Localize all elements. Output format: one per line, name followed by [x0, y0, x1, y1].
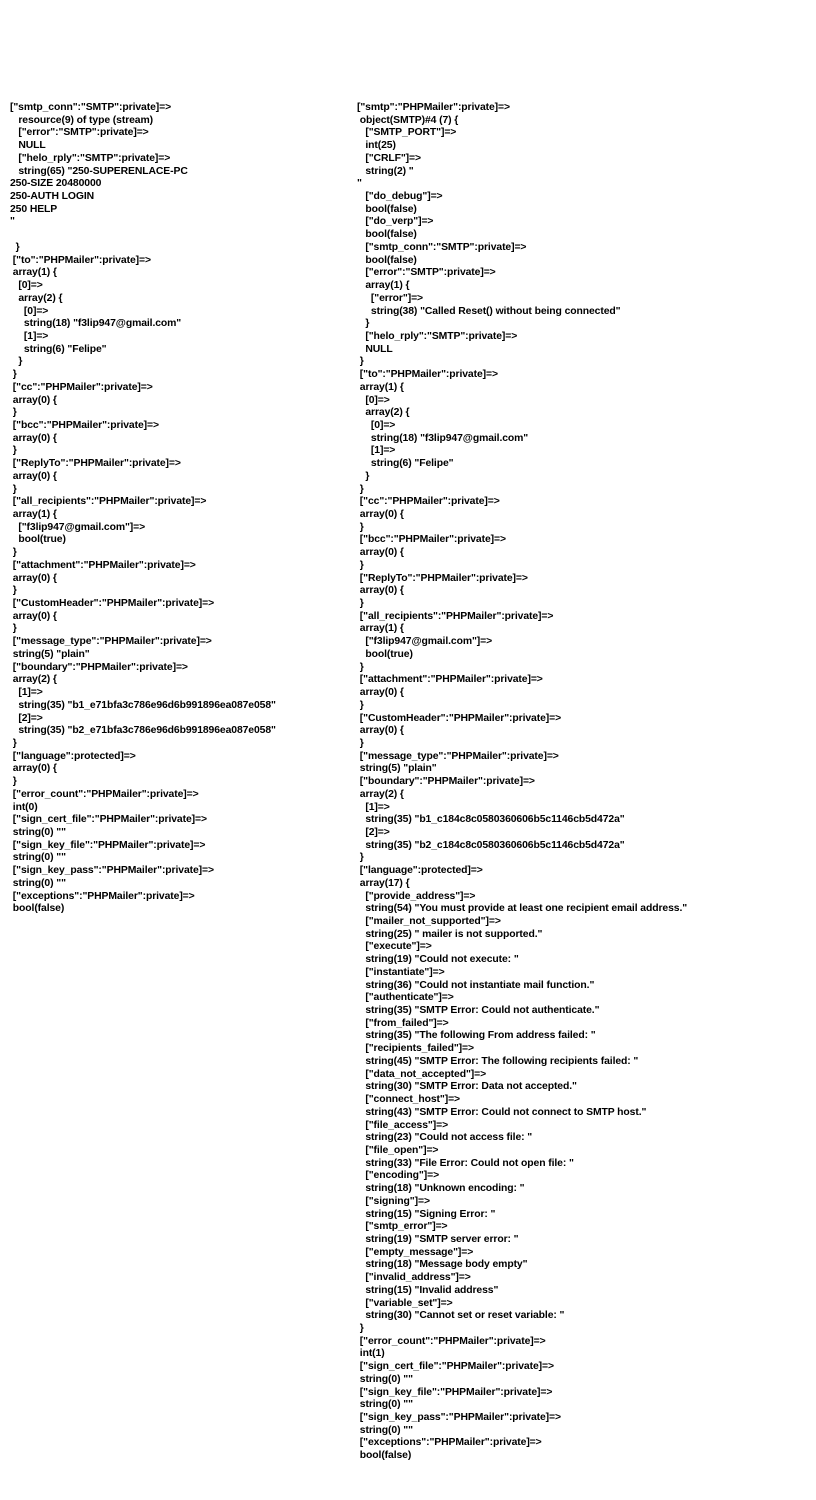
dump-line: }	[357, 356, 364, 368]
dump-line: string(0) ""	[10, 826, 66, 838]
dump-line: array(0) {	[357, 687, 404, 699]
dump-line: }	[10, 585, 17, 597]
dump-line: ["error":"SMTP":private]=>	[10, 127, 149, 139]
dump-line: array(0) {	[10, 610, 57, 622]
dump-line: string(2) "	[357, 165, 414, 177]
dump-line: "	[357, 178, 362, 190]
dump-line: ["cc":"PHPMailer":private]=>	[357, 496, 500, 508]
dump-line: bool(false)	[357, 1450, 412, 1462]
dump-line: string(19) "Could not execute: "	[357, 954, 519, 966]
dump-line: string(30) "SMTP Error: Data not accepted."	[357, 1081, 577, 1093]
dump-line: }	[357, 699, 364, 711]
dump-line: string(43) "SMTP Error: Could not connect to SMTP host."	[357, 1106, 647, 1118]
dump-line: ["sign_key_file":"PHPMailer":private]=>	[10, 839, 206, 851]
dump-line: string(35) "SMTP Error: Could not authenticate."	[357, 1005, 600, 1017]
dump-line: 250-SIZE 20480000	[10, 178, 102, 190]
dump-line: bool(true)	[10, 534, 66, 546]
dump-line: ["smtp":"PHPMailer":private]=>	[357, 102, 510, 113]
dump-line: }	[10, 737, 17, 749]
dump-line: ["message_type":"PHPMailer":private]=>	[357, 750, 559, 762]
dump-line: ["sign_key_pass":"PHPMailer":private]=>	[10, 865, 214, 877]
dump-line: ["exceptions":"PHPMailer":private]=>	[357, 1437, 542, 1449]
dump-line: ["bcc":"PHPMailer":private]=>	[10, 419, 159, 431]
dump-line: }	[10, 445, 17, 457]
dump-line: ["boundary":"PHPMailer":private]=>	[10, 661, 188, 673]
dump-line: string(15) "Signing Error: "	[357, 1208, 496, 1220]
dump-line: array(2) {	[10, 674, 57, 686]
dump-line: bool(false)	[357, 203, 417, 215]
dump-line: [1]=>	[357, 801, 390, 813]
dump-line: ["cc":"PHPMailer":private]=>	[10, 381, 153, 393]
dump-line: ["error"]=>	[357, 292, 424, 304]
dump-line: array(0) {	[357, 509, 404, 520]
dump-line: ["invalid_address"]=>	[357, 1272, 471, 1284]
dump-line: ["SMTP_PORT"]=>	[357, 127, 457, 139]
dump-line: ["error_count":"PHPMailer":private]=>	[10, 788, 199, 800]
dump-line: 250-AUTH LOGIN	[10, 191, 95, 203]
dump-line: ["f3lip947@gmail.com"]=>	[10, 521, 146, 533]
dump-line: string(33) "File Error: Could not open file: "	[357, 1157, 574, 1169]
dump-line: ["exceptions":"PHPMailer":private]=>	[10, 890, 195, 902]
dump-line: string(0) ""	[10, 877, 66, 889]
dump-line: array(0) {	[10, 572, 57, 584]
dump-line: string(18) "f3lip947@gmail.com"	[10, 318, 182, 330]
dump-line: string(6) "Felipe"	[357, 458, 454, 470]
dump-line: string(35) "b1_e71bfa3c786e96d6b991896ea087e058"	[10, 699, 276, 711]
dump-line: }	[357, 318, 370, 330]
dump-line: [0]=>	[10, 305, 49, 317]
dump-line: }	[357, 598, 364, 610]
dump-line: }	[357, 521, 364, 533]
dump-line: ["to":"PHPMailer":private]=>	[357, 369, 498, 381]
dump-line: array(0) {	[10, 432, 57, 444]
dump-line: string(38) "Called Reset() without being connected"	[357, 305, 621, 317]
dump-line: ["CustomHeader":"PHPMailer":private]=>	[10, 598, 215, 610]
dump-line: array(0) {	[10, 394, 57, 406]
dump-line: ["do_debug"]=>	[357, 191, 443, 203]
dump-line: ["smtp_conn":"SMTP":private]=>	[10, 102, 172, 113]
dump-line: ["variable_set"]=>	[357, 1297, 453, 1309]
dump-line: array(0) {	[10, 470, 57, 482]
var-dump-left-column	[10, 102, 345, 916]
dump-line: ["sign_cert_file":"PHPMailer":private]=>	[10, 814, 207, 826]
dump-line: }	[10, 776, 17, 788]
dump-line: }	[10, 407, 17, 419]
dump-line: [2]=>	[357, 826, 390, 838]
dump-line: string(6) "Felipe"	[10, 343, 107, 355]
dump-line: array(0) {	[357, 547, 404, 559]
dump-line: }	[10, 356, 23, 368]
dump-line: [0]=>	[357, 419, 396, 431]
dump-line: ["authenticate"]=>	[357, 992, 454, 1004]
dump-line: ["CustomHeader":"PHPMailer":private]=>	[357, 712, 562, 724]
dump-line: int(0)	[10, 801, 38, 813]
dump-line: array(2) {	[10, 292, 63, 304]
dump-line: string(35) "b2_c184c8c0580360606b5c1146cb5d472a"	[357, 839, 625, 851]
dump-line: string(0) ""	[10, 852, 66, 864]
dump-line: ["all_recipients":"PHPMailer":private]=>	[357, 610, 554, 622]
dump-line: array(1) {	[10, 509, 57, 520]
dump-line: ["attachment":"PHPMailer":private]=>	[10, 559, 196, 571]
dump-line: [0]=>	[10, 280, 43, 292]
dump-line: ["helo_rply":"SMTP":private]=>	[357, 330, 518, 342]
dump-line: int(25)	[357, 140, 396, 152]
dump-line: string(30) "Cannot set or reset variable: "	[357, 1310, 565, 1322]
dump-line: ["from_failed"]=>	[357, 1017, 449, 1029]
dump-line: string(0) ""	[357, 1373, 413, 1385]
dump-line: array(2) {	[357, 407, 410, 419]
dump-line: ["sign_cert_file":"PHPMailer":private]=>	[357, 1361, 554, 1373]
dump-line: ["smtp_conn":"SMTP":private]=>	[357, 241, 527, 253]
dump-line: }	[357, 737, 364, 749]
dump-line: ["sign_key_file":"PHPMailer":private]=>	[357, 1386, 553, 1398]
dump-line: array(1) {	[357, 623, 404, 635]
dump-line: ["error":"SMTP":private]=>	[357, 267, 496, 279]
dump-line: array(17) {	[357, 877, 410, 889]
dump-line: "	[10, 216, 15, 228]
dump-line: ["connect_host"]=>	[357, 1094, 461, 1106]
dump-line: string(54) "You must provide at least one recipient email address."	[357, 903, 688, 915]
dump-line: ["mailer_not_supported"]=>	[357, 916, 501, 927]
dump-line: ["instantiate"]=>	[357, 966, 445, 978]
dump-line: bool(false)	[357, 254, 417, 266]
dump-line: string(25) " mailer is not supported."	[357, 928, 543, 940]
dump-line: ["to":"PHPMailer":private]=>	[10, 254, 151, 266]
dump-line: ["sign_key_pass":"PHPMailer":private]=>	[357, 1412, 561, 1424]
dump-line: ["signing"]=>	[357, 1195, 430, 1207]
dump-line: }	[10, 483, 17, 495]
dump-line: }	[357, 661, 364, 673]
dump-line: ["f3lip947@gmail.com"]=>	[357, 636, 493, 648]
dump-line: ["language":protected]=>	[10, 750, 136, 762]
dump-line: string(35) "b2_e71bfa3c786e96d6b991896ea087e058"	[10, 725, 276, 737]
dump-line: ["attachment":"PHPMailer":private]=>	[357, 674, 543, 686]
dump-line: bool(false)	[357, 229, 417, 241]
dump-line: bool(true)	[357, 648, 413, 660]
dump-line: [1]=>	[357, 445, 396, 457]
dump-line: array(0) {	[357, 585, 404, 597]
dump-line: ["error_count":"PHPMailer":private]=>	[357, 1335, 546, 1347]
dump-line: }	[357, 483, 364, 495]
dump-line: ["language":protected]=>	[357, 865, 483, 877]
dump-line: ["do_verp"]=>	[357, 216, 434, 228]
dump-line: NULL	[10, 140, 46, 152]
dump-line: }	[10, 623, 17, 635]
dump-line: ["data_not_accepted"]=>	[357, 1068, 487, 1080]
dump-line: resource(9) of type (stream)	[10, 114, 153, 126]
dump-line: }	[10, 369, 17, 381]
dump-line: ["file_access"]=>	[357, 1119, 449, 1131]
dump-line: ["all_recipients":"PHPMailer":private]=>	[10, 496, 207, 508]
dump-line: string(18) "Unknown encoding: "	[357, 1183, 525, 1195]
dump-line: string(0) ""	[357, 1424, 413, 1436]
dump-line: ["execute"]=>	[357, 941, 432, 953]
dump-line: string(19) "SMTP server error: "	[357, 1233, 519, 1245]
dump-line: ["provide_address"]=>	[357, 890, 476, 902]
dump-line: string(35) "b1_c184c8c0580360606b5c1146cb5d472a"	[357, 814, 625, 826]
dump-line: }	[357, 470, 370, 482]
dump-line: ["CRLF"]=>	[357, 152, 421, 164]
dump-line: array(0) {	[10, 763, 57, 775]
dump-line: string(36) "Could not instantiate mail function."	[357, 979, 595, 991]
dump-line: 250 HELP	[10, 203, 58, 215]
dump-line: string(23) "Could not access file: "	[357, 1132, 533, 1144]
dump-line: string(18) "Message body empty"	[357, 1259, 528, 1271]
dump-line: array(1) {	[357, 381, 404, 393]
dump-line: ["boundary":"PHPMailer":private]=>	[357, 776, 535, 788]
dump-line: array(1) {	[357, 280, 410, 292]
dump-line: }	[10, 547, 17, 559]
dump-line: ["message_type":"PHPMailer":private]=>	[10, 636, 212, 648]
dump-line: ["encoding"]=>	[357, 1170, 440, 1182]
dump-line: bool(false)	[10, 903, 65, 915]
dump-line: string(65) "250-SUPERENLACE-PC	[10, 165, 188, 177]
dump-line: ["recipients_failed"]=>	[357, 1043, 474, 1055]
dump-line: }	[357, 559, 364, 571]
dump-line: string(5) "plain"	[10, 648, 90, 660]
dump-line: [1]=>	[10, 687, 43, 699]
dump-line: array(1) {	[10, 267, 57, 279]
dump-line: array(0) {	[357, 725, 404, 737]
dump-line: ["smtp_error"]=>	[357, 1221, 448, 1233]
dump-line: [2]=>	[10, 712, 43, 724]
dump-line: array(2) {	[357, 788, 404, 800]
dump-line: string(18) "f3lip947@gmail.com"	[357, 432, 529, 444]
dump-line: ["file_open"]=>	[357, 1144, 439, 1156]
dump-line: string(35) "The following From address failed: "	[357, 1030, 596, 1042]
dump-line: int(1)	[357, 1348, 385, 1360]
dump-line: [1]=>	[10, 330, 49, 342]
dump-line: ["empty_message"]=>	[357, 1246, 474, 1258]
dump-line: ["bcc":"PHPMailer":private]=>	[357, 534, 506, 546]
dump-line: }	[357, 1323, 364, 1334]
dump-line: string(45) "SMTP Error: The following recipients failed: "	[357, 1055, 639, 1067]
dump-line: string(15) "Invalid address"	[357, 1284, 499, 1296]
dump-line: string(5) "plain"	[357, 763, 437, 775]
var-dump-right-column	[357, 102, 807, 1463]
dump-line: }	[10, 241, 20, 253]
dump-line: ["ReplyTo":"PHPMailer":private]=>	[357, 572, 528, 584]
dump-line: }	[357, 852, 364, 864]
dump-line: ["helo_rply":"SMTP":private]=>	[10, 152, 171, 164]
dump-line: ["ReplyTo":"PHPMailer":private]=>	[10, 458, 181, 470]
dump-line: [0]=>	[357, 394, 390, 406]
dump-line	[10, 229, 345, 242]
dump-line: NULL	[357, 343, 393, 355]
dump-line: object(SMTP)#4 (7) {	[357, 114, 459, 126]
dump-line: string(0) ""	[357, 1399, 413, 1411]
